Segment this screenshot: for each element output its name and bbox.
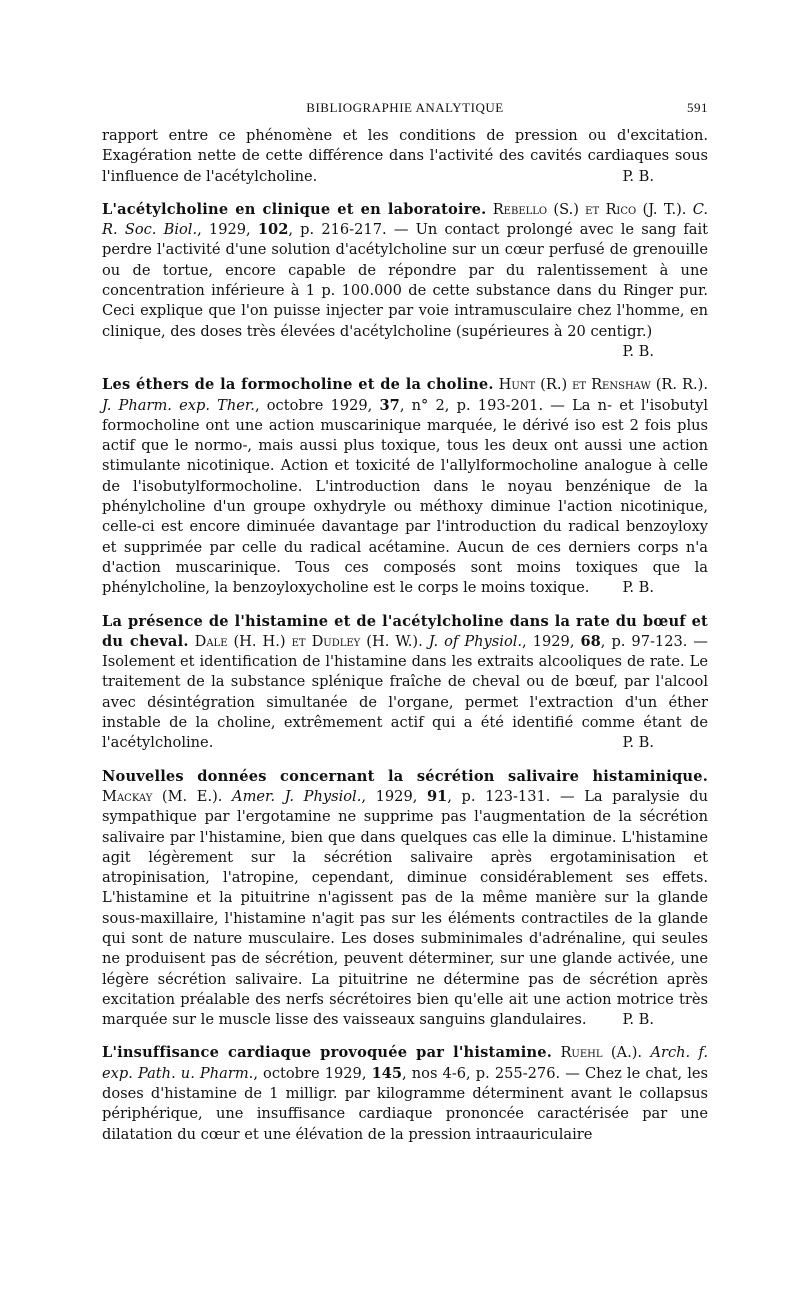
abstract-journal: J. of Physiol.: [428, 632, 523, 650]
abstract-signature: P. B.: [622, 1011, 654, 1029]
abstract-text: La paralysie du sympathique par l'ergotamine ne supprime pas l'augmentation de la sécrétion salivaire par l'histamine, bien que dans quelques cas elle la diminue. L'histamine agit légèrement sur la sécrétion salivaire après ergotaminisation et atropinisation, l'atropine, cependant, diminue considérablement ses effets. L'histamine et la pituitrine n'agissent pas de la même manière sur la glande sous-maxillaire, l'histamine n'agit pas sur les éléments contractiles de la glande qui sont de nature musculaire. Les doses subminimales d'adrénaline, qui seules ne produisent pas de sécrétion, peuvent déterminer, sur une glande activée, une légère sécrétion salivaire. La pituitrine ne détermine pas de sécrétion après excitation préalable des nerfs sécrétoires bien qu'elle ait une action motrice très marquée sur le muscle lisse des vaisseaux sanguins glandulaires.: [102, 787, 709, 1029]
abstract-ref-pages: , p. 97-123. —: [600, 632, 709, 650]
abstract-text: Isolement et identification de l'histamine dans les extraits alcooliques de rate. Le traitement de la substance splénique fraîche de cheval ou de bœuf, par l'alcool avec désintégration simultanée de l'organe, permet l'extraction d'un éther instable de la choline, extrêmement actif qui a été identifié comme étant de l'acétylcholine.: [102, 653, 708, 752]
abstract-volume: 91: [426, 787, 448, 805]
abstract-ref-pages: , p. 216-217. —: [288, 221, 409, 239]
abstract-ref-year: , 1929,: [197, 221, 258, 239]
abstract-entry: [102, 1043, 708, 1144]
document-page: [102, 96, 708, 1145]
abstract-ref-pages: , p. 123-131. —: [447, 787, 575, 805]
abstract-ref-year: , 1929,: [361, 787, 427, 805]
abstract-continuation: [102, 126, 708, 187]
abstract-entry: [102, 200, 708, 362]
abstract-authors: Rebello (S.) et Rico (J. T.).: [492, 200, 687, 218]
abstract-entry: [102, 612, 708, 754]
abstract-volume: 68: [580, 632, 601, 650]
abstract-signature: P. B.: [622, 734, 654, 752]
abstract-authors: Mackay (M. E.).: [102, 787, 223, 805]
running-title: BIBLIOGRAPHIE ANALYTIQUE: [306, 100, 504, 115]
abstract-authors: Dale (H. H.) et Dudley (H. W.).: [194, 632, 423, 650]
abstract-entry: [102, 375, 708, 598]
abstract-signature: P. B.: [622, 342, 654, 360]
abstract-authors: Hunt (R.) et Renshaw (R. R.).: [498, 376, 708, 394]
abstract-journal: C. R. Soc. Biol.: [102, 200, 709, 239]
abstract-title: L'insuffisance cardiaque provoquée par l'histamine.: [102, 1044, 553, 1062]
abstract-signature: P. B.: [622, 167, 654, 185]
abstract-title: La présence de l'histamine et de l'acétylcholine dans la rate du bœuf et du cheval.: [102, 612, 708, 650]
abstract-ref-year: , octobre 1929,: [254, 396, 380, 414]
abstract-volume: 145: [371, 1064, 403, 1082]
abstract-volume: 37: [379, 396, 400, 414]
abstract-volume: 102: [257, 221, 289, 239]
running-header: [102, 96, 708, 120]
abstract-text: rapport entre ce phénomène et les conditions de pression ou d'excitation. Exagération nette de cette différence dans l'activité des cavités cardiaques sous l'influence de l'acétylcholine.: [102, 127, 708, 185]
document-body: [102, 126, 708, 1145]
abstract-text: La n- et l'isobutyl formocholine ont une action muscarinique marquée, le dérivé iso est 2 fois plus actif que le normo-, mais aussi plus toxique, tous les deux ont aussi une action stimulante nicotinique. Action et toxicité de l'allylformocholine analogue à celle de l'isobutylformocholine. L'introduction dans le noyau benzénique de la phénylcholine d'un groupe oxhydryle ou méthoxy diminue l'action nicotinique, celle-ci est encore diminuée davantage par l'introduction du radical benzoyloxy et supprimée par celle du radical acétamine. Aucun de ces derniers corps n'a d'action muscarinique. Tous ces composés sont moins toxiques que la phénylcholine, la benzoyloxycholine est le corps le moins toxique.: [102, 396, 709, 597]
abstract-ref-pages: , n° 2, p. 193-201. —: [399, 396, 565, 414]
abstract-signature: P. B.: [622, 579, 654, 597]
abstract-journal: Arch. f. exp. Path. u. Pharm.: [102, 1044, 709, 1082]
abstract-ref-pages: , nos 4-6, p. 255-276. —: [402, 1064, 580, 1082]
abstract-title: L'acétylcholine en clinique et en laboratoire.: [102, 200, 487, 218]
abstract-journal: J. Pharm. exp. Ther.: [102, 396, 255, 414]
abstract-ref-year: , octobre 1929,: [253, 1064, 372, 1082]
abstract-text: Chez le chat, les doses d'histamine de 1 milligr. par kilogramme déterminent avant le collapsus périphérique, une insuffisance cardiaque prononcée caractérisée par une dilatation du cœur et une élévation de la pression intraauriculaire: [102, 1064, 708, 1143]
abstract-title: Nouvelles données concernant la sécrétion salivaire histaminique.: [102, 767, 708, 785]
abstract-entry: [102, 767, 708, 1031]
page-number: 591: [687, 100, 708, 115]
abstract-authors: Ruehl (A.).: [560, 1044, 643, 1062]
abstract-title: Les éthers de la formocholine et de la choline.: [102, 376, 494, 394]
abstract-ref-year: , 1929,: [522, 632, 581, 650]
abstract-journal: Amer. J. Physiol.: [232, 787, 362, 805]
abstract-text: Un contact prolongé avec le sang fait perdre l'activité d'une solution d'acétylcholine sur un cœur perfusé de grenouille ou de tortue, encore capable de répondre par du ralentissement à une concentration inférieure à 1 p. 100.000 de cette substance dans du Ringer pur. Ceci explique que l'on puisse injecter par voie intramusculaire chez l'homme, en clinique, des doses très élevées d'acétylcholine (supérieures à 20 centigr.): [102, 221, 708, 340]
